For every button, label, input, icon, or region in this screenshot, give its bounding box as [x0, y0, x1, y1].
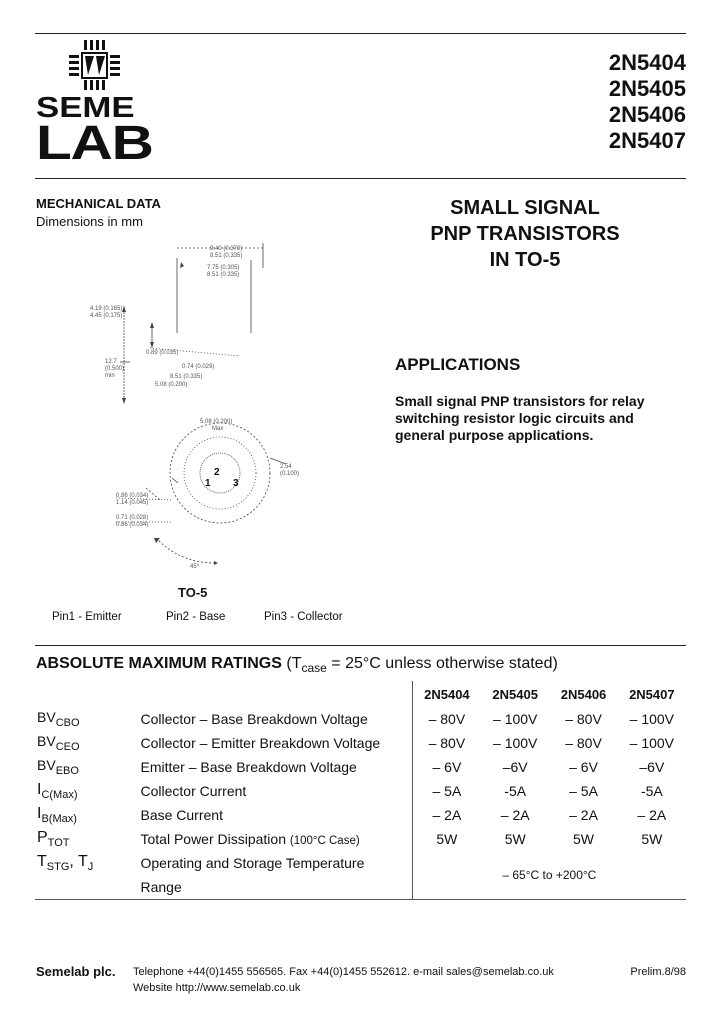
value-cell: 5W	[573, 831, 595, 847]
symbol-cell: $I_{C(Max)}$	[37, 781, 78, 801]
table-row	[35, 755, 686, 779]
value-cell: –6V	[502, 759, 528, 775]
svg-text:12.7: 12.7	[105, 359, 117, 365]
applications-heading: APPLICATIONS	[395, 355, 521, 374]
description-cell: Collector Current	[140, 783, 247, 799]
title-line: PNP TRANSISTORS	[430, 223, 620, 245]
mechanical-data-heading: MECHANICAL DATA	[36, 196, 161, 211]
value-cell: – 2A	[412, 803, 481, 827]
column-header: 2N5407	[629, 686, 675, 702]
svg-text:8.51 (0.335): 8.51 (0.335)	[207, 272, 240, 278]
svg-text:1.14 (0.045): 1.14 (0.045)	[116, 500, 149, 506]
value-cell: 5W	[504, 831, 526, 847]
column-header: 2N5404	[412, 681, 481, 707]
svg-text:0.86 (0.034): 0.86 (0.034)	[116, 493, 149, 499]
svg-text:8.51 (0.335): 8.51 (0.335)	[170, 374, 203, 380]
ratings-condition: ($T_{case} = 25^\circ C$ unless otherwise stated)	[286, 655, 558, 676]
svg-text:(0.500): (0.500)	[105, 366, 125, 372]
pin-label-base: Pin2 - Base	[166, 611, 226, 623]
ratings-heading	[36, 655, 558, 675]
svg-text:8.51 (0.335): 8.51 (0.335)	[210, 253, 243, 259]
pin-number-label: 2	[214, 467, 220, 478]
svg-text:min: min	[105, 373, 115, 379]
part-number: 2N5404	[608, 50, 686, 75]
description-cell: Base Current	[140, 807, 223, 823]
description-cell: Total Power Dissipation (100°C Case)	[140, 831, 360, 847]
applications-text: Small signal PNP transistors for relay switching resistor logic circuits and general purpose applications.	[395, 393, 645, 443]
package-label: TO-5	[178, 585, 208, 600]
column-header: 2N5406	[560, 686, 607, 702]
symbol-cell: $BV_{CEO}$	[37, 733, 80, 753]
value-cell: – 65°C to +200°C	[412, 851, 686, 900]
value-cell: – 2A	[637, 807, 667, 823]
top-rule	[35, 33, 686, 34]
value-cell: – 100V	[629, 711, 675, 727]
svg-text:7.75 (0.305): 7.75 (0.305)	[207, 265, 240, 271]
logo-line-seme: SEME	[36, 92, 135, 124]
svg-text:0.71 (0.028): 0.71 (0.028)	[116, 515, 149, 521]
footer-company: Semelab plc.	[36, 964, 116, 979]
logo-line-lab: LAB	[36, 117, 153, 170]
value-cell: – 100V	[493, 735, 538, 751]
value-cell: – 5A	[412, 779, 481, 803]
pin-label-collector: Pin3 - Collector	[264, 611, 343, 623]
value-cell: –6V	[639, 759, 665, 775]
description-cell: Collector – Base Breakdown Voltage	[140, 711, 368, 727]
value-cell: – 5A	[569, 783, 598, 799]
svg-text:0.86 (0.034): 0.86 (0.034)	[116, 522, 149, 528]
value-cell: -5A	[504, 783, 527, 799]
part-number: 2N5405	[608, 76, 686, 101]
table-row	[35, 803, 686, 827]
logo-emblem-icon	[36, 38, 156, 96]
ratings-table	[35, 681, 686, 900]
table-header-row	[35, 681, 686, 707]
svg-text:0.89 (0.035): 0.89 (0.035)	[146, 350, 179, 356]
value-cell: – 6V	[412, 755, 481, 779]
contact-line: Telephone +44(0)1455 556565. Fax +44(0)1455 552612. e-mail sales@semelab.co.uk	[133, 966, 554, 978]
pin-label-emitter: Pin1 - Emitter	[52, 611, 122, 623]
symbol-cell: $P_{TOT}$	[37, 829, 70, 849]
value-cell: – 80V	[412, 731, 481, 755]
part-number: 2N5406	[608, 102, 686, 127]
table-row	[35, 827, 686, 851]
table-row	[35, 851, 686, 900]
footer-contact	[133, 964, 554, 996]
svg-text:4.45 (0.175): 4.45 (0.175)	[90, 313, 123, 319]
svg-text:45°: 45°	[190, 564, 200, 570]
value-cell: – 6V	[569, 759, 598, 775]
value-cell: – 2A	[569, 807, 598, 823]
to5-package-drawing	[60, 238, 390, 578]
pin-number-label: 1	[205, 478, 211, 489]
value-cell: 5W	[641, 831, 663, 847]
value-cell: – 2A	[500, 807, 530, 823]
svg-text:(0.100): (0.100)	[280, 471, 300, 477]
description-cell: Emitter – Base Breakdown Voltage	[140, 759, 357, 775]
value-cell: – 100V	[629, 735, 675, 751]
description-cell: Operating and Storage Temperature Range	[140, 851, 412, 900]
pin-number-label: 3	[233, 478, 239, 489]
value-cell: – 100V	[493, 711, 538, 727]
svg-text:2.54: 2.54	[280, 464, 292, 470]
svg-text:5.08 (0.200): 5.08 (0.200)	[155, 382, 188, 388]
value-cell: 5W	[412, 827, 481, 851]
title-line: SMALL SIGNAL	[450, 197, 600, 219]
header-rule	[35, 178, 686, 179]
svg-text:Max: Max	[212, 426, 224, 432]
symbol-cell: $T_{STG}$, $T_J$	[35, 851, 140, 900]
semelab-logo	[36, 38, 161, 168]
revision-label: Prelim.8/98	[630, 966, 686, 978]
part-number-list	[609, 50, 686, 154]
ratings-title: ABSOLUTE MAXIMUM RATINGS	[36, 655, 282, 672]
value-cell: – 80V	[412, 707, 481, 731]
svg-text:0.74 (0.029): 0.74 (0.029)	[182, 364, 215, 370]
website-line: Website http://www.semelab.co.uk	[133, 982, 301, 994]
dimensions-note: Dimensions in mm	[36, 214, 143, 229]
symbol-cell: $I_{B(Max)}$	[37, 805, 77, 825]
symbol-cell: $BV_{EBO}$	[37, 757, 79, 777]
value-cell: – 80V	[565, 711, 602, 727]
part-number: 2N5407	[608, 128, 686, 153]
symbol-cell: $BV_{CBO}$	[37, 709, 80, 729]
column-header: 2N5405	[492, 686, 538, 702]
document-title	[395, 195, 655, 273]
table-row	[35, 707, 686, 731]
svg-text:5.08 (0.200): 5.08 (0.200)	[200, 419, 233, 425]
svg-text:4.19 (0.165): 4.19 (0.165)	[90, 306, 123, 312]
ratings-top-rule	[35, 645, 686, 646]
value-cell: – 80V	[565, 735, 602, 751]
table-row	[35, 731, 686, 755]
value-cell: -5A	[640, 783, 663, 799]
description-cell: Collector – Emitter Breakdown Voltage	[140, 735, 381, 751]
title-line: IN TO-5	[489, 249, 561, 271]
svg-text:9.40 (0.370): 9.40 (0.370)	[210, 246, 243, 252]
table-row	[35, 779, 686, 803]
